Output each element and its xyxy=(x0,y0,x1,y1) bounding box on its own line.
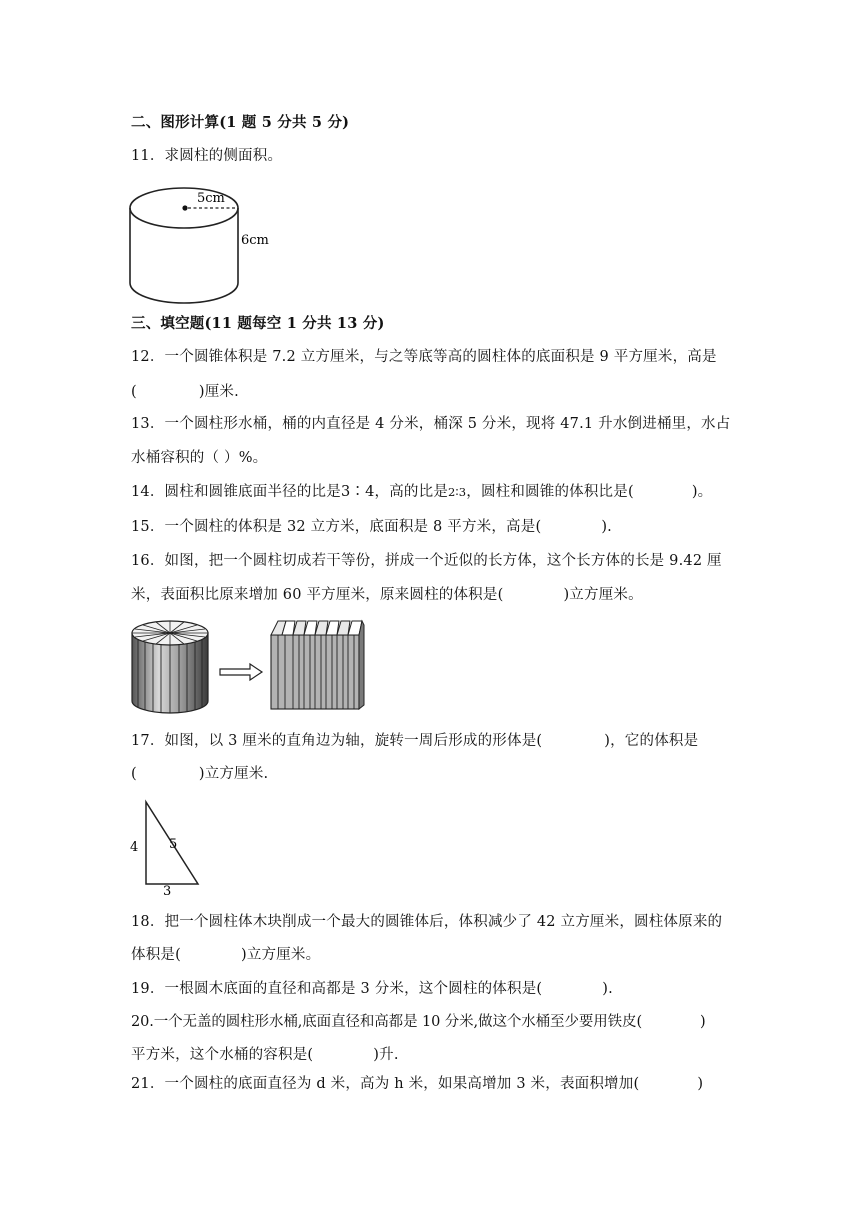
triangle-hypotenuse-label: 5 xyxy=(169,837,178,852)
cylinder-center-dot xyxy=(182,205,187,210)
q12-line2: ( )厘米. xyxy=(131,384,239,400)
q15-line: 15．一个圆柱的体积是 32 立方米，底面积是 8 平方米，高是( ). xyxy=(131,519,612,535)
q18-line1: 18．把一个圆柱体木块削成一个最大的圆锥体后，体积减少了 42 立方厘米，圆柱体原来的 xyxy=(131,914,723,930)
q21-line: 21．一个圆柱的底面直径为 d 米，高为 h 米，如果高增加 3 米，表面积增加( ) xyxy=(131,1076,704,1092)
cylinder-height-label: 6cm xyxy=(241,233,269,248)
section-2-heading: 二、图形计算(1 题 5 分共 5 分) xyxy=(131,114,350,131)
cylinder-bottom-arc xyxy=(130,283,238,303)
q11-text: 11．求圆柱的侧面积。 xyxy=(131,148,283,164)
cylinder-radius-label: 5cm xyxy=(197,191,225,206)
q18-line2: 体积是( )立方厘米。 xyxy=(131,947,321,963)
q14-line: 14．圆柱和圆锥底面半径的比是3∶4，高的比是2∶3，圆柱和圆锥的体积比是( )。 xyxy=(131,484,713,500)
q17-line1: 17．如图，以 3 厘米的直角边为轴，旋转一周后形成的形体是( )，它的体积是 xyxy=(131,733,699,749)
q17-line2: ( )立方厘米. xyxy=(131,766,269,782)
q12-line1: 12．一个圆锥体积是 7.2 立方厘米，与之等底等高的圆柱体的底面积是 9 平方厘米，高是 xyxy=(131,349,717,365)
q13-line2: 水桶容积的（ ）%。 xyxy=(131,450,268,466)
rearranged-cuboid xyxy=(271,621,364,709)
q19-line: 19．一根圆木底面的直径和高都是 3 分米，这个圆柱的体积是( ). xyxy=(131,981,613,997)
q20-line1: 20.一个无盖的圆柱形水桶,底面直径和高都是 10 分米,做这个水桶至少要用铁皮( ) xyxy=(131,1014,706,1030)
cylinder-figure xyxy=(126,180,286,312)
section-3-heading: 三、填空题(11 题每空 1 分共 13 分) xyxy=(131,315,385,332)
right-triangle-figure xyxy=(126,796,216,900)
q16-line1: 16．如图，把一个圆柱切成若干等份，拼成一个近似的长方体，这个长方体的长是 9.42 厘 xyxy=(131,553,722,569)
q20-line2: 平方米，这个水桶的容积是( )升. xyxy=(131,1047,399,1063)
cylinder-cut-figure xyxy=(128,611,368,723)
transform-arrow-icon xyxy=(220,664,262,680)
triangle-side-bottom-label: 3 xyxy=(163,884,172,899)
q16-line2: 米，表面积比原来增加 60 平方厘米，原来圆柱的体积是( )立方厘米。 xyxy=(131,587,643,603)
q13-line1: 13．一个圆柱形水桶，桶的内直径是 4 分米，桶深 5 分米，现将 47.1 升水倒进桶里，水占 xyxy=(131,416,731,432)
triangle-side-left-label: 4 xyxy=(130,840,139,855)
